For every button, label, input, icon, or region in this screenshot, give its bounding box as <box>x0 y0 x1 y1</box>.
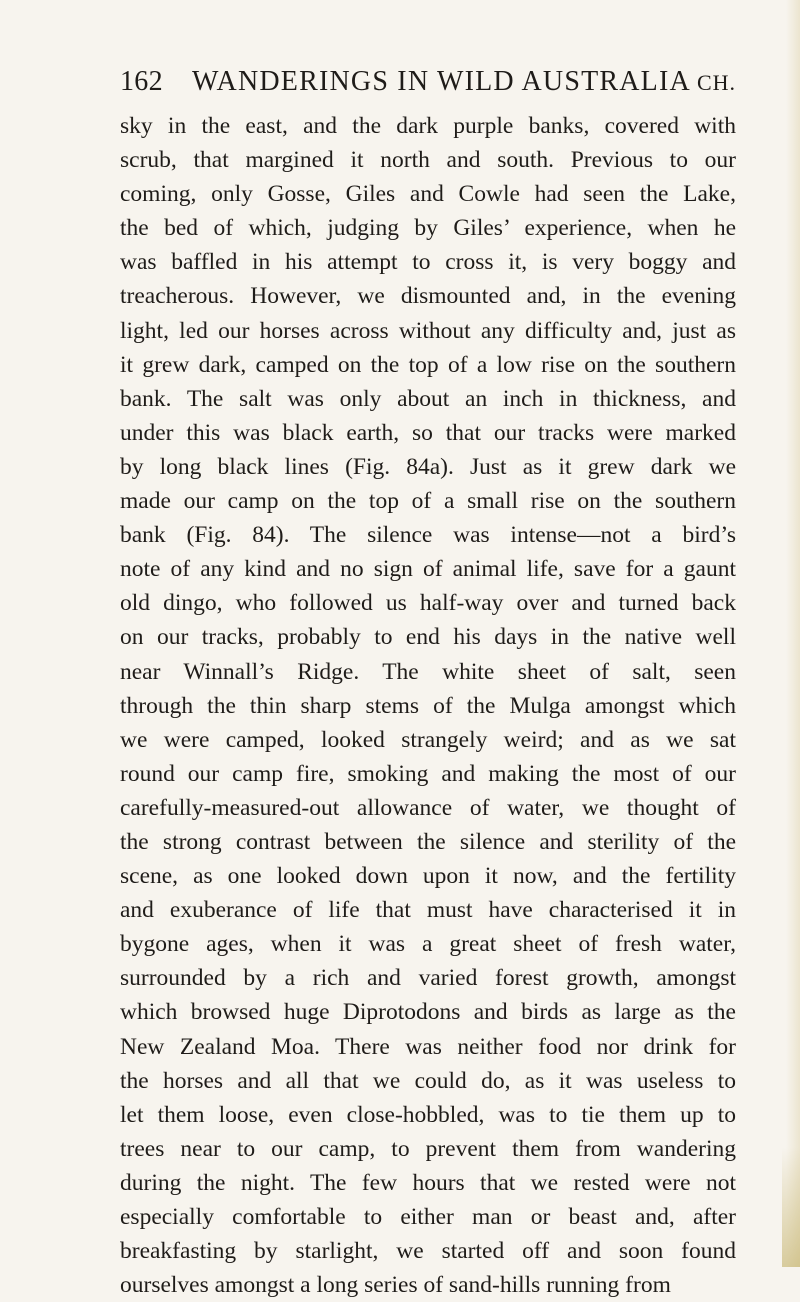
text-line: scene, as one looked down upon it now, and the fertility <box>120 863 736 890</box>
text-line: the strong contrast between the silence and sterility of the <box>120 828 736 855</box>
page-header <box>120 66 736 110</box>
text-line: especially comfortable to either man or beast and, after <box>120 1204 736 1230</box>
page-number: 162 <box>120 66 163 97</box>
body-text <box>120 109 736 1302</box>
text-line: ourselves amongst a long series of sand-hills running from <box>120 1272 671 1299</box>
text-line: near Winnall’s Ridge. The white sheet of salt, seen <box>120 658 736 685</box>
paper-edge-stain <box>782 1147 800 1267</box>
text-line: surrounded by a rich and varied forest growth, amongst <box>120 965 736 992</box>
text-line: light, led our horses across without any difficulty and, just as <box>120 317 736 344</box>
text-line: breakfasting by starlight, we started off and soon found <box>120 1238 736 1265</box>
text-line: was baffled in his attempt to cross it, is very boggy and <box>120 249 736 276</box>
text-line: bygone ages, when it was a great sheet of fresh water, <box>120 931 736 958</box>
running-title: WANDERINGS IN WILD AUSTRALIA <box>192 66 691 97</box>
text-line: it grew dark, camped on the top of a low rise on the southern <box>120 351 736 378</box>
text-line: the horses and all that we could do, as it was useless to <box>120 1067 736 1094</box>
text-line: old dingo, who followed us half-way over and turned back <box>120 590 736 617</box>
text-line: sky in the east, and the dark purple banks, covered with <box>120 113 736 139</box>
paper-edge <box>786 0 800 1267</box>
text-line: trees near to our camp, to prevent them from wandering <box>120 1135 736 1162</box>
text-line: bank (Fig. 84). The silence was intense—not a bird’s <box>120 522 736 549</box>
text-line: through the thin sharp stems of the Mulga amongst which <box>120 692 736 719</box>
text-line: bank. The salt was only about an inch in thickness, and <box>120 385 736 412</box>
text-line: and exuberance of life that must have characterised it in <box>120 897 736 924</box>
text-line: on our tracks, probably to end his days in the native well <box>120 624 736 651</box>
text-line: we were camped, looked strangely weird; and as we sat <box>120 726 736 753</box>
text-line: under this was black earth, so that our tracks were marked <box>120 419 736 446</box>
text-line: by long black lines (Fig. 84a). Just as it grew dark we <box>120 453 736 480</box>
text-line: New Zealand Moa. There was neither food nor drink for <box>120 1033 736 1060</box>
text-line: note of any kind and no sign of animal life, save for a gaunt <box>120 556 736 583</box>
text-line: coming, only Gosse, Giles and Cowle had seen the Lake, <box>120 181 736 208</box>
text-line: during the night. The few hours that we rested were not <box>120 1169 736 1196</box>
text-line: carefully-measured-out allowance of water, we thought of <box>120 794 736 821</box>
text-line: made our camp on the top of a small rise on the southern <box>120 488 736 515</box>
text-line: which browsed huge Diprotodons and birds as large as the <box>120 999 736 1026</box>
text-line: treacherous. However, we dismounted and, in the evening <box>120 283 736 310</box>
text-line: the bed of which, judging by Giles’ experience, when he <box>120 215 736 242</box>
chapter-mark: CH. <box>696 70 736 95</box>
text-line: round our camp fire, smoking and making the most of our <box>120 760 736 787</box>
text-line: scrub, that margined it north and south. Previous to our <box>120 147 736 174</box>
text-line: let them loose, even close-hobbled, was to tie them up to <box>120 1101 736 1128</box>
